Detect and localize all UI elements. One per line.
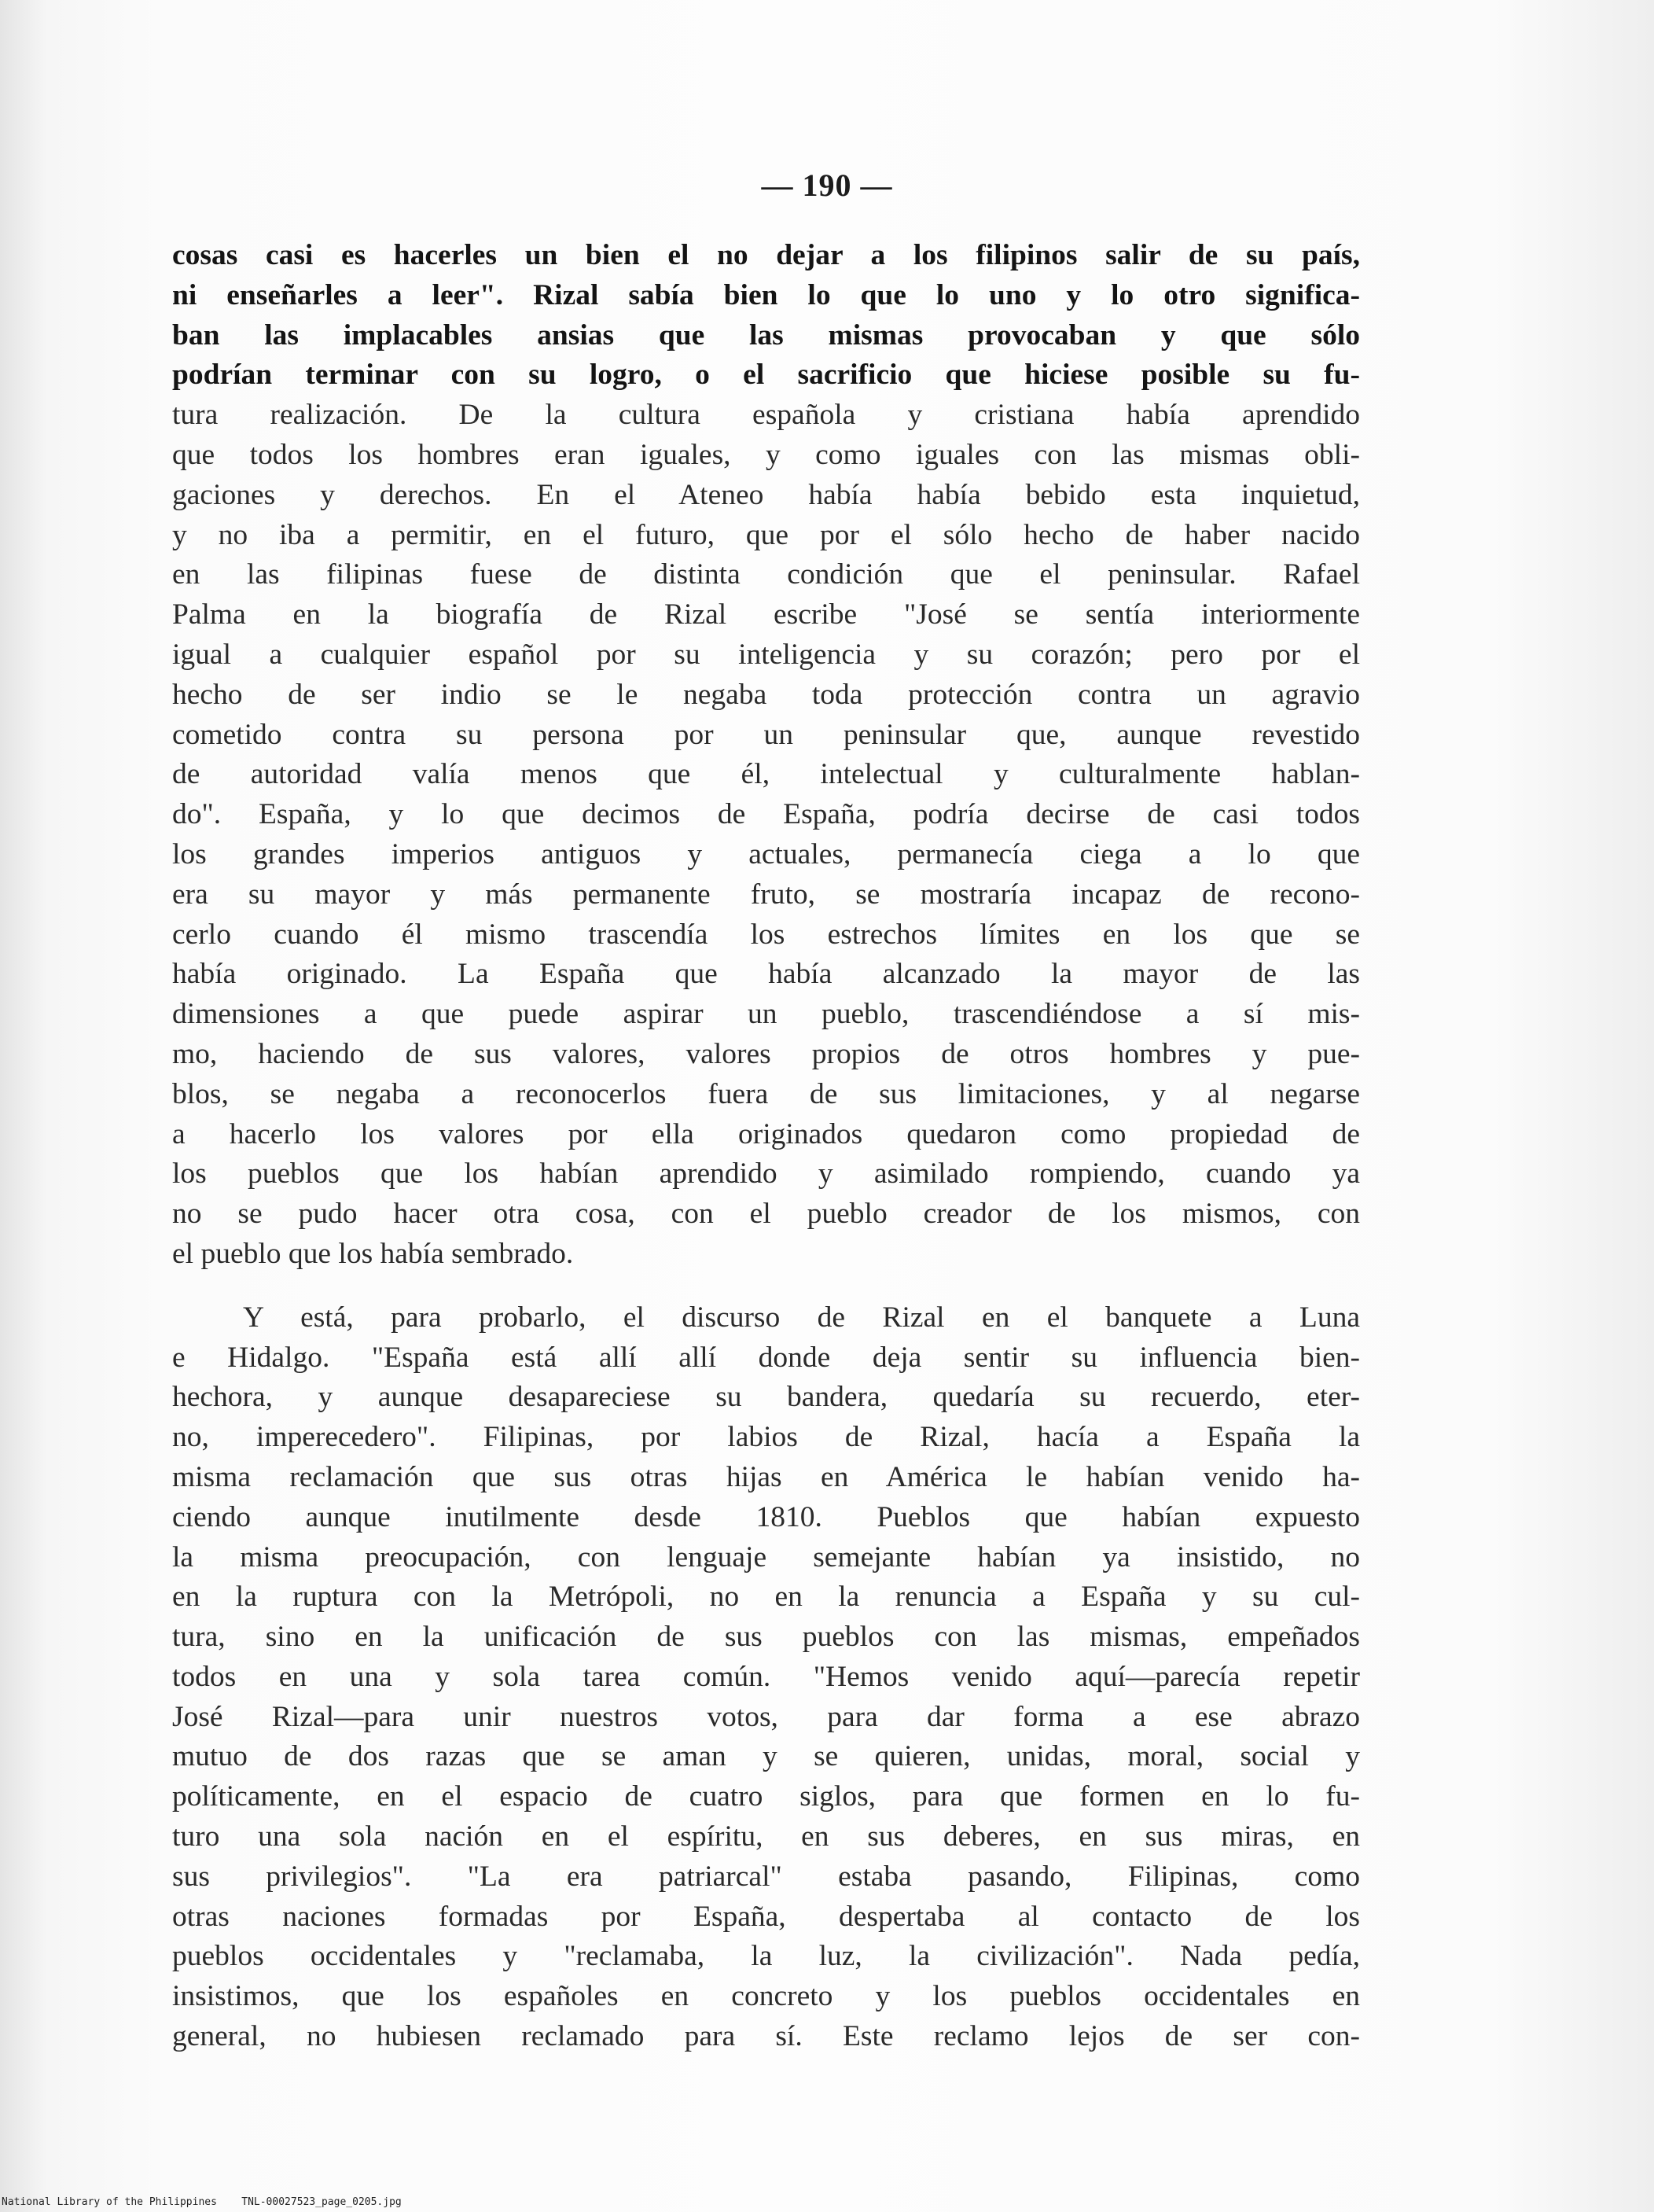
text-line: sus privilegios". "La era patriarcal" estaba pasando, Filipinas, como [172,1860,1360,1893]
text-line: cometido contra su persona por un peninsular que, aunque revestido [172,718,1360,751]
text-line: pueblos occidentales y "reclamaba, la luz, la civilización". Nada pedía, [172,1940,1360,1973]
text-line: insistimos, que los españoles en concreto y los pueblos occidentales en [172,1980,1360,2013]
body-text [172,236,1360,2057]
text-line: en la ruptura con la Metrópoli, no en la renuncia a España y su cul- [172,1581,1360,1614]
text-line: no, imperecedero". Filipinas, por labios de Rizal, hacía a España la [172,1421,1360,1454]
text-line: la misma preocupación, con lenguaje semejante habían ya insistido, no [172,1540,1360,1573]
text-line: misma reclamación que sus otras hijas en América le habían venido ha- [172,1460,1360,1493]
text-line: ban las implacables ansias que las mismas provocaban y que sólo [172,318,1360,351]
text-line: a hacerlo los valores por ella originados quedaron como propiedad de [172,1117,1360,1150]
text-line: había originado. La España que había alcanzado la mayor de las [172,958,1360,991]
text-line: hechora, y aunque desapareciese su bandera, quedaría su recuerdo, eter- [172,1381,1360,1414]
text-line: José Rizal—para unir nuestros votos, para dar forma a ese abrazo [172,1700,1360,1733]
text-line: el pueblo que los había sembrado. [172,1237,574,1270]
text-line: de autoridad valía menos que él, intelectual y culturalmente hablan- [172,758,1360,791]
text-line: otras naciones formadas por España, despertaba al contacto de los [172,1900,1360,1933]
text-line: Y está, para probarlo, el discurso de Rizal en el banquete a Luna [243,1301,1360,1334]
text-line: cerlo cuando él mismo trascendía los estrechos límites en los que se [172,918,1360,951]
text-line: blos, se negaba a reconocerlos fuera de sus limitaciones, y al negarse [172,1077,1360,1110]
scan-footer [2,2196,402,2208]
text-line: dimensiones a que puede aspirar un pueblo, trascendiéndose a sí mis- [172,998,1360,1031]
text-line: todos en una y sola tarea común. "Hemos venido aquí—parecía repetir [172,1660,1360,1693]
text-line: ni enseñarles a leer". Rizal sabía bien lo que lo uno y lo otro significa- [172,278,1360,311]
paragraph-1 [172,236,1360,1275]
text-line: Palma en la biografía de Rizal escribe "José se sentía interiormente [172,598,1360,631]
text-line: tura, sino en la unificación de sus pueblos con las mismas, empeñados [172,1621,1360,1654]
text-line: los grandes imperios antiguos y actuales, permanecía ciega a lo que [172,837,1360,870]
text-line: cosas casi es hacerles un bien el no dejar a los filipinos salir de su país, [172,239,1360,271]
paragraph-2 [172,1298,1360,2057]
text-line: podrían terminar con su logro, o el sacrificio que hiciese posible su fu- [172,359,1360,392]
text-line: en las filipinas fuese de distinta condición que el peninsular. Rafael [172,558,1360,591]
text-line: y no iba a permitir, en el futuro, que por el sólo hecho de haber nacido [172,518,1360,551]
text-line: tura realización. De la cultura española y cristiana había aprendido [172,399,1360,432]
text-line: no se pudo hacer otra cosa, con el pueblo creador de los mismos, con [172,1198,1360,1231]
text-line: que todos los hombres eran iguales, y como iguales con las mismas obli- [172,438,1360,471]
file-name: TNL-00027523_page_0205.jpg [241,2196,402,2208]
text-line: e Hidalgo. "España está allí allí donde deja sentir su influencia bien- [172,1341,1360,1374]
page-number: — 190 — [761,167,893,203]
text-line: general, no hubiesen reclamado para sí. Este reclamo lejos de ser con- [172,2020,1360,2053]
text-line: políticamente, en el espacio de cuatro siglos, para que formen en lo fu- [172,1780,1360,1813]
library-credit: National Library of the Philippines [2,2196,217,2208]
text-line: mutuo de dos razas que se aman y se quieren, unidas, moral, social y [172,1740,1360,1773]
text-line: igual a cualquier español por su inteligencia y su corazón; pero por el [172,638,1360,671]
text-line: hecho de ser indio se le negaba toda protección contra un agravio [172,678,1360,711]
text-line: los pueblos que los habían aprendido y asimilado rompiendo, cuando ya [172,1158,1360,1191]
text-line: do". España, y lo que decimos de España, podría decirse de casi todos [172,798,1360,831]
text-line: gaciones y derechos. En el Ateneo había había bebido esta inquietud, [172,478,1360,511]
text-line: mo, haciendo de sus valores, valores propios de otros hombres y pue- [172,1037,1360,1070]
text-line: turo una sola nación en el espíritu, en sus deberes, en sus miras, en [172,1820,1360,1853]
text-line: ciendo aunque inutilmente desde 1810. Pueblos que habían expuesto [172,1500,1360,1533]
text-line: era su mayor y más permanente fruto, se mostraría incapaz de recono- [172,878,1360,911]
